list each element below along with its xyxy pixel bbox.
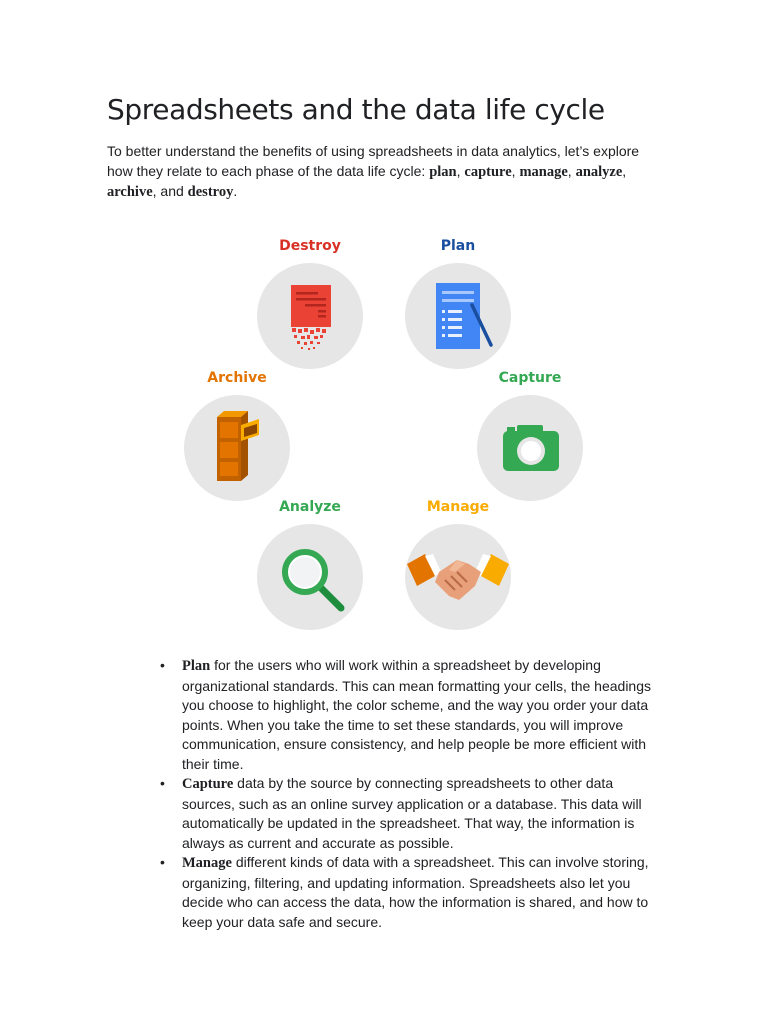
list-item xyxy=(160,774,660,853)
intro-end: . xyxy=(233,183,238,199)
intro-text: To better understand the benefits of using spreadsheets in data analytics, let’s explore how they relate to each phase of the data life cycle: xyxy=(107,143,640,179)
bullet-dot: • xyxy=(160,854,165,870)
phase-label-archive: Archive xyxy=(207,370,267,386)
bullet-text: data by the source by connecting spreadsheets to other data sources, such as an online survey application or a database. This data will automatically be updated in the spreadsheet. That way, the information is always as current and accurate as possible. xyxy=(182,775,642,851)
intro-and: , and xyxy=(152,183,188,199)
intro-term-analyze: analyze xyxy=(575,163,623,180)
phase-label-manage: Manage xyxy=(426,499,490,515)
intro-term-manage: manage xyxy=(519,163,568,180)
phase-label-capture: Capture xyxy=(498,370,562,386)
bullet-term: Manage xyxy=(182,855,232,871)
intro-term-destroy: destroy xyxy=(187,184,234,200)
intro-term-plan: plan xyxy=(429,163,457,180)
list-item xyxy=(160,656,660,774)
bullet-text: different kinds of data with a spreadsheet. This can involve storing, organizing, filtering, and updating information. Spreadsheets also let you decide who can access the data, how the information is shared, and how to keep your data safe and secure. xyxy=(182,854,649,930)
phase-label-plan: Plan xyxy=(440,238,476,254)
intro-separator: , xyxy=(456,162,465,179)
intro-term-capture: capture xyxy=(464,163,512,180)
document-pencil-icon xyxy=(405,263,511,369)
handshake-icon xyxy=(405,524,511,630)
filing-cabinet-icon xyxy=(184,395,290,501)
intro-separator: , xyxy=(622,162,627,179)
intro-term-archive: archive xyxy=(107,184,153,200)
magnifying-glass-icon xyxy=(257,524,363,630)
page-title: Spreadsheets and the data life cycle xyxy=(107,93,605,126)
intro-separator: , xyxy=(511,162,520,179)
bullet-text: for the users who will work within a spreadsheet by developing organizational standards. This can mean formatting your cells, the headings you choose to highlight, the color scheme, and the way you order your data points. When you take the time to set these standards, you will improve communication, ensure consistency, and help people be more efficient with their time. xyxy=(182,657,652,772)
phase-bullet-list xyxy=(160,656,660,932)
bullet-dot: • xyxy=(160,775,165,791)
shredded-document-icon xyxy=(257,263,363,369)
data-life-cycle-diagram xyxy=(0,230,768,640)
camera-icon xyxy=(477,395,583,501)
phase-label-destroy: Destroy xyxy=(279,238,341,254)
bullet-term: Capture xyxy=(182,776,234,792)
intro-separator: , xyxy=(567,162,576,179)
bullet-term: Plan xyxy=(182,658,211,674)
list-item xyxy=(160,853,660,932)
bullet-dot: • xyxy=(160,657,165,673)
intro-paragraph xyxy=(107,142,667,203)
phase-label-analyze: Analyze xyxy=(279,499,341,515)
